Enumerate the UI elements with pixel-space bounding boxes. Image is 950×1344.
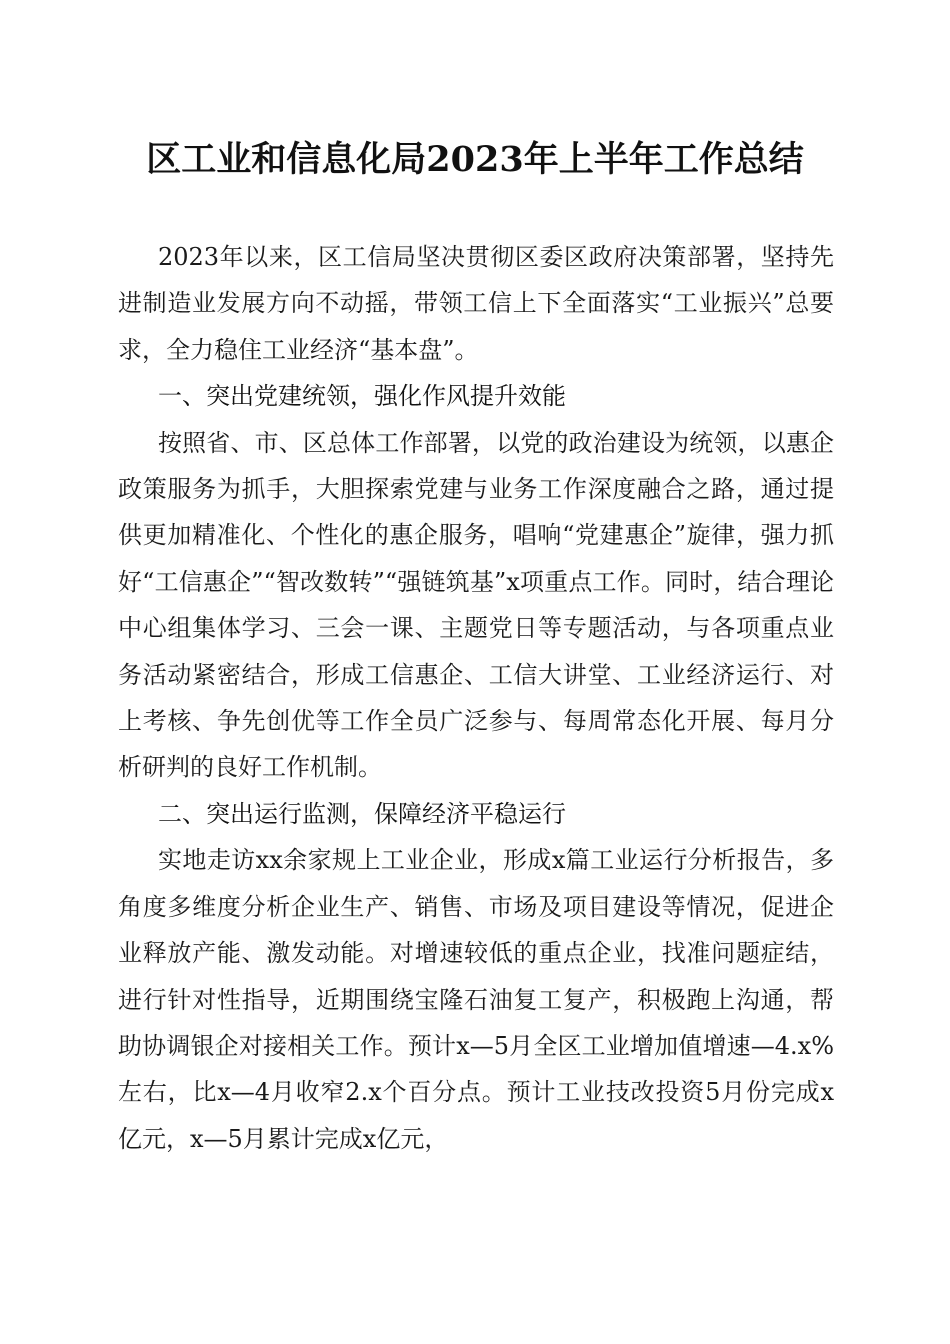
intro-paragraph: 2023年以来，区工信局坚决贯彻区委区政府决策部署，坚持先进制造业发展方向不动摇，带领工信上下全面落实“工业振兴”总要求，全力稳住工业经济“基本盘”。 (118, 243, 834, 364)
section-heading-2: 二、突出运行监测，保障经济平稳运行 (158, 799, 566, 828)
document-body (118, 234, 834, 1162)
document-title: 区工业和信息化局2023年上半年工作总结 (146, 139, 804, 180)
section-paragraph-1: 按照省、市、区总体工作部署，以党的政治建设为统领，以惠企政策服务为抓手，大胆探索党建与业务工作深度融合之路，通过提供更加精准化、个性化的惠企服务，唱响“党建惠企”旋律，强力抓好“工信惠企”“智改数转”“强链筑基”x项重点工作。同时，结合理论中心组集体学习、三会一课、主题党日等专题活动，与各项重点业务活动紧密结合，形成工信惠企、工信大讲堂、工业经济运行、对上考核、争先创优等工作全员广泛参与、每周常态化开展、每月分析研判的良好工作机制。 (118, 428, 834, 782)
section-paragraph-2: 实地走访xx余家规上工业企业，形成x篇工业运行分析报告，多角度多维度分析企业生产、销售、市场及项目建设等情况，促进企业释放产能、激发动能。对增速较低的重点企业，找准问题症结，进行针对性指导，近期围绕宝隆石油复工复产，积极跑上沟通，帮助协调银企对接相关工作。预计x—5月全区工业增加值增速—4.x%左右，比x—4月收窄2.x个百分点。预计工业技改投资5月份完成x亿元，x—5月累计完成x亿元， (118, 846, 834, 1153)
section-heading-1: 一、突出党建统领，强化作风提升效能 (158, 382, 566, 411)
